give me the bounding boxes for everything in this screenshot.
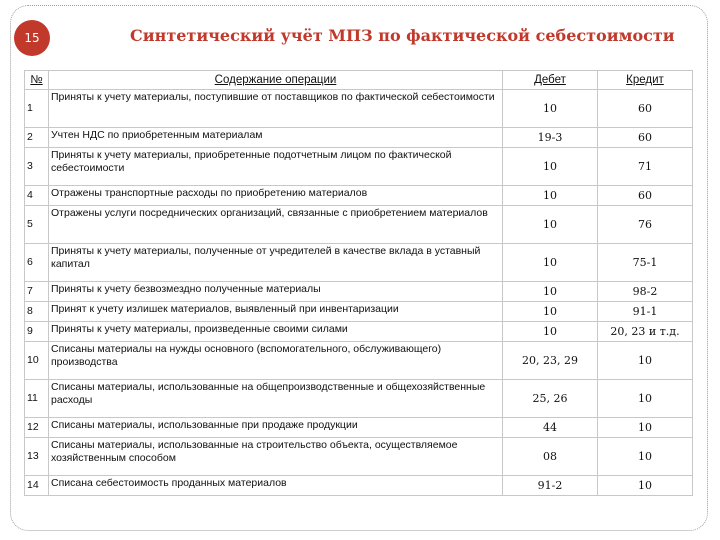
row-num: 12 (25, 418, 49, 438)
table-header-row (25, 71, 693, 90)
row-num: 2 (25, 128, 49, 148)
row-num: 8 (25, 302, 49, 322)
row-num: 1 (25, 90, 49, 128)
row-debit: 10 (503, 186, 598, 206)
row-operation: Приняты к учету материалы, поступившие от поставщиков по фактической себестоимости (49, 90, 503, 128)
row-credit: 71 (598, 148, 693, 186)
row-operation: Списаны материалы, использованные на общепроизводственные и общехозяйственные расходы (49, 380, 503, 418)
row-debit: 20, 23, 29 (503, 342, 598, 380)
table-row (25, 322, 693, 342)
row-num: 14 (25, 476, 49, 496)
header-num: № (25, 71, 49, 90)
row-num: 5 (25, 206, 49, 244)
row-operation: Отражены услуги посреднических организаций, связанные с приобретением материалов (49, 206, 503, 244)
row-debit: 10 (503, 148, 598, 186)
header-debit: Дебет (503, 71, 598, 90)
row-operation: Списаны материалы на нужды основного (вспомогательного, обслуживающего) производства (49, 342, 503, 380)
header-credit: Кредит (598, 71, 693, 90)
table-row (25, 342, 693, 380)
table-row (25, 128, 693, 148)
row-debit: 10 (503, 90, 598, 128)
row-debit: 44 (503, 418, 598, 438)
row-debit: 10 (503, 302, 598, 322)
slide-title: Синтетический учёт МПЗ по фактической себестоимости (130, 26, 675, 45)
table-row (25, 244, 693, 282)
row-credit: 10 (598, 476, 693, 496)
row-operation: Списаны материалы, использованные при продаже продукции (49, 418, 503, 438)
row-credit: 98-2 (598, 282, 693, 302)
row-operation: Приняты к учету материалы, приобретенные подотчетным лицом по фактической себестоимости (49, 148, 503, 186)
row-debit: 08 (503, 438, 598, 476)
row-operation: Приняты к учету материалы, произведенные своими силами (49, 322, 503, 342)
table-row (25, 282, 693, 302)
row-credit: 91-1 (598, 302, 693, 322)
row-num: 11 (25, 380, 49, 418)
row-operation: Отражены транспортные расходы по приобретению материалов (49, 186, 503, 206)
table-row (25, 438, 693, 476)
row-debit: 10 (503, 282, 598, 302)
row-debit: 19-3 (503, 128, 598, 148)
table-row (25, 418, 693, 438)
row-credit: 20, 23 и т.д. (598, 322, 693, 342)
operations-table (24, 70, 693, 496)
table-row (25, 302, 693, 322)
row-credit: 60 (598, 186, 693, 206)
row-operation: Приняты к учету безвозмездно полученные материалы (49, 282, 503, 302)
table-row (25, 476, 693, 496)
row-num: 13 (25, 438, 49, 476)
row-num: 4 (25, 186, 49, 206)
row-num: 7 (25, 282, 49, 302)
row-operation: Списана себестоимость проданных материалов (49, 476, 503, 496)
row-debit: 10 (503, 206, 598, 244)
row-num: 3 (25, 148, 49, 186)
row-num: 6 (25, 244, 49, 282)
table-row (25, 206, 693, 244)
row-credit: 60 (598, 128, 693, 148)
table-row (25, 148, 693, 186)
header-operation: Содержание операции (49, 71, 503, 90)
table-row (25, 90, 693, 128)
row-credit: 76 (598, 206, 693, 244)
row-operation: Приняты к учету материалы, полученные от учредителей в качестве вклада в уставный капитал (49, 244, 503, 282)
row-operation: Принят к учету излишек материалов, выявленный при инвентаризации (49, 302, 503, 322)
row-num: 9 (25, 322, 49, 342)
row-debit: 25, 26 (503, 380, 598, 418)
row-credit: 75-1 (598, 244, 693, 282)
row-credit: 10 (598, 380, 693, 418)
row-credit: 10 (598, 418, 693, 438)
row-operation: Учтен НДС по приобретенным материалам (49, 128, 503, 148)
row-debit: 91-2 (503, 476, 598, 496)
row-debit: 10 (503, 322, 598, 342)
row-credit: 10 (598, 438, 693, 476)
row-credit: 60 (598, 90, 693, 128)
slide-number-badge: 15 (14, 20, 50, 56)
table-row (25, 380, 693, 418)
row-num: 10 (25, 342, 49, 380)
row-operation: Списаны материалы, использованные на строительство объекта, осуществляемое хозяйственным способом (49, 438, 503, 476)
row-debit: 10 (503, 244, 598, 282)
table-row (25, 186, 693, 206)
row-credit: 10 (598, 342, 693, 380)
